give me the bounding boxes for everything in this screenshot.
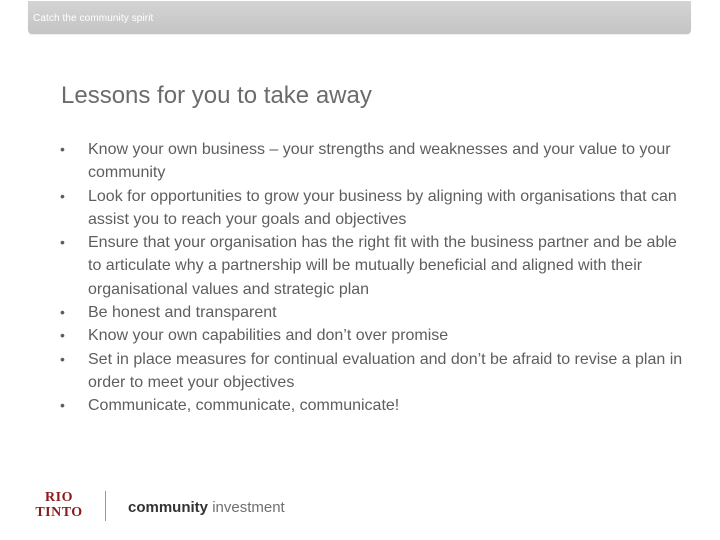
bullet-text: Ensure that your organisation has the right fit with the business partner and be able to articulate why a partnership will be mutually beneficial and aligned with their organisational values and strategic plan [88,234,677,298]
bullet-text: Communicate, communicate, communicate! [88,397,400,415]
bullet-text: Know your own capabilities and don’t over promise [88,327,449,345]
rio-tinto-logo [28,490,90,520]
brand-bold: community [128,499,209,516]
bullet-dot: • [60,397,65,414]
logo-divider [105,491,106,521]
community-investment-wordmark [128,499,285,516]
bullet-dot: • [60,304,65,321]
bullet-item [60,185,690,232]
bullet-text: Be honest and transparent [88,304,277,322]
bullet-dot: • [60,234,65,251]
header-bar [28,1,691,34]
bullet-dot: • [60,350,65,367]
bullet-item [60,301,690,324]
header-tagline: Catch the community spirit [33,13,154,24]
bullet-item [60,348,690,395]
bullet-list [60,138,690,418]
bullet-item [60,324,690,347]
bullet-text: Know your own business – your strengths and weaknesses and your value to your community [88,141,671,182]
bullet-item [60,394,690,417]
bullet-text: Look for opportunities to grow your business by aligning with organisations that can assist you to reach your goals and objectives [88,187,677,228]
bullet-dot: • [60,187,65,204]
footer-logo [28,490,298,524]
bullet-text: Set in place measures for continual evaluation and don’t be afraid to revise a plan in order to meet your objectives [88,350,683,391]
bullet-dot: • [60,327,65,344]
logo-line-rio: RIO [45,490,73,505]
slide-title: Lessons for you to take away [61,82,372,109]
brand-light: investment [212,499,285,516]
bullet-dot: • [60,141,65,157]
logo-line-tinto: TINTO [35,505,83,520]
bullet-item [60,231,690,301]
bullet-item [60,138,690,185]
